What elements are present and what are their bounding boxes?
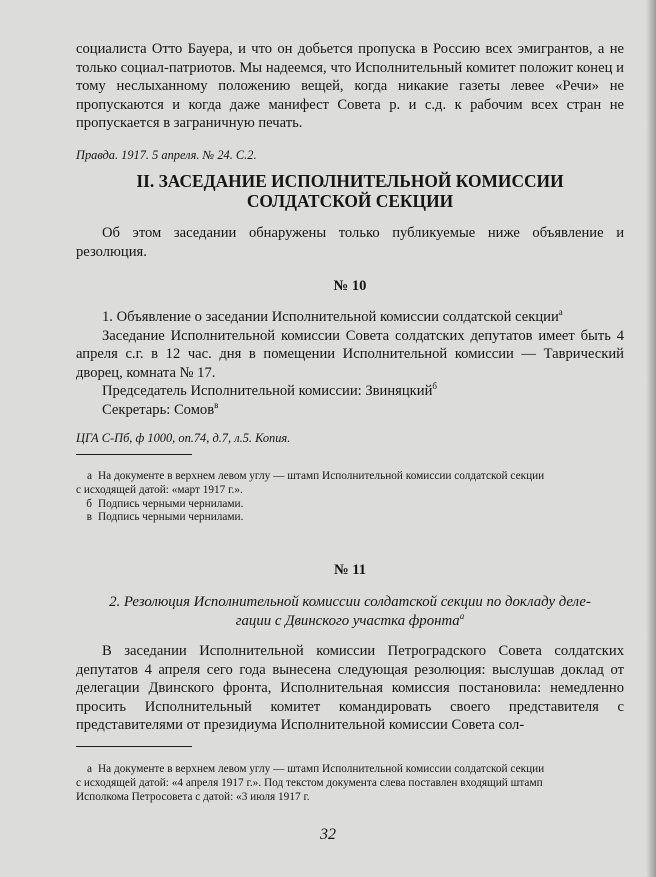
doc-10-body: Заседание Исполнительной комиссии Совета солдатских депутатов имеет быть 4 апреля с.г. в 12 час. дня в помещении Исполнительной комиссии — Таврический дворец, комната № 17. — [76, 327, 624, 381]
footnote-a-cont: с исходящей датой: «март 1917 г.». — [76, 483, 243, 496]
footnote-rule-1 — [76, 454, 192, 455]
doc-11 — [76, 642, 624, 735]
footnote-11-a: а На документе в верхнем левом углу — штамп Исполнительной комиссии солдатской секции — [86, 763, 545, 775]
doc-11-title-line-1: 2. Резолюция Исполнительной комиссии солдатской секции по докладу деле- — [109, 594, 591, 610]
footnotes-doc-11 — [76, 763, 624, 804]
footnote-ref-b: б — [432, 381, 437, 392]
footnote-ref-a-11: а — [459, 611, 465, 622]
section-title-line-1: II. ЗАСЕДАНИЕ ИСПОЛНИТЕЛЬНОЙ КОМИССИИ — [136, 171, 564, 191]
section-intro — [76, 224, 624, 261]
footnote-ref-a: а — [558, 307, 563, 318]
doc-10 — [76, 308, 624, 446]
footnote-ref-v: в — [214, 400, 219, 411]
doc-11-body: В заседании Исполнительной комиссии Петроградского Совета солдатских депутатов 4 апреля сего года вынесена следующая резолюция: выслушав доклад от делегации Двинского фронта, Исполнительная комиссия постановила: немедленно просить Исполнительный комитет командировать своего представителя с представителями от президиума Исполнительной комиссии Совета сол- — [76, 643, 624, 734]
doc-11-title-line-2: гации с Двинского участка фронта$^а$ — [235, 611, 465, 629]
page-edge-shadow — [646, 0, 656, 877]
doc-number-10: № 10 — [333, 278, 367, 294]
footnote-11-a-cont2: Исполкома Петросовета с датой: «3 июля 1917 г. — [76, 790, 310, 803]
footnotes-doc-10 — [76, 470, 624, 525]
footnote-b: б Подпись черными чернилами. — [86, 497, 244, 510]
top-continuation — [76, 40, 624, 163]
footnote-11-a-cont: с исходящей датой: «4 апреля 1917 г.». Под текстом документа слева поставлен входящий штамп — [76, 776, 543, 789]
source-citation: Правда. 1917. 5 апреля. № 24. С.2. — [76, 147, 257, 162]
page-number: 32 — [320, 826, 336, 843]
footnote-v: в Подпись черными чернилами. — [86, 511, 244, 524]
footnote-rule-2 — [76, 746, 192, 747]
intro-paragraph: Об этом заседании обнаружены только публикуемые ниже объявление и резолюция. — [76, 225, 624, 260]
doc-10-secretary: Секретарь: Сомов$^в$ — [102, 400, 219, 418]
doc-10-source: ЦГА С-Пб, ф 1000, оп.74, д.7, л.5. Копия. — [76, 430, 291, 445]
footnote-a: а На документе в верхнем левом углу — штамп Исполнительной комиссии солдатской секции — [86, 470, 545, 482]
doc-number-11: № 11 — [333, 562, 367, 578]
section-title-line-2: СОЛДАТСКОЙ СЕКЦИИ — [246, 191, 454, 211]
doc-10-chair: Председатель Исполнительной комиссии: Звиняцкий$^б$ — [102, 381, 437, 400]
continuation-paragraph: социалиста Отто Бауера, и что он добьется пропуска в Россию всех эмигрантов, а не только социал-патриотов. Мы надеемся, что Исполнительный комитет положит конец и тому неслыханному положению вещей, когда никакие газеты левее «Речи» не пропускаются и когда даже манифест Совета р. и с.д. к рабочим всех стран не пропускается в заграничную печать. — [76, 41, 624, 132]
doc-10-title: 1. Объявление о заседании Исполнительной комиссии солдатской секции$^а$ — [102, 307, 563, 325]
